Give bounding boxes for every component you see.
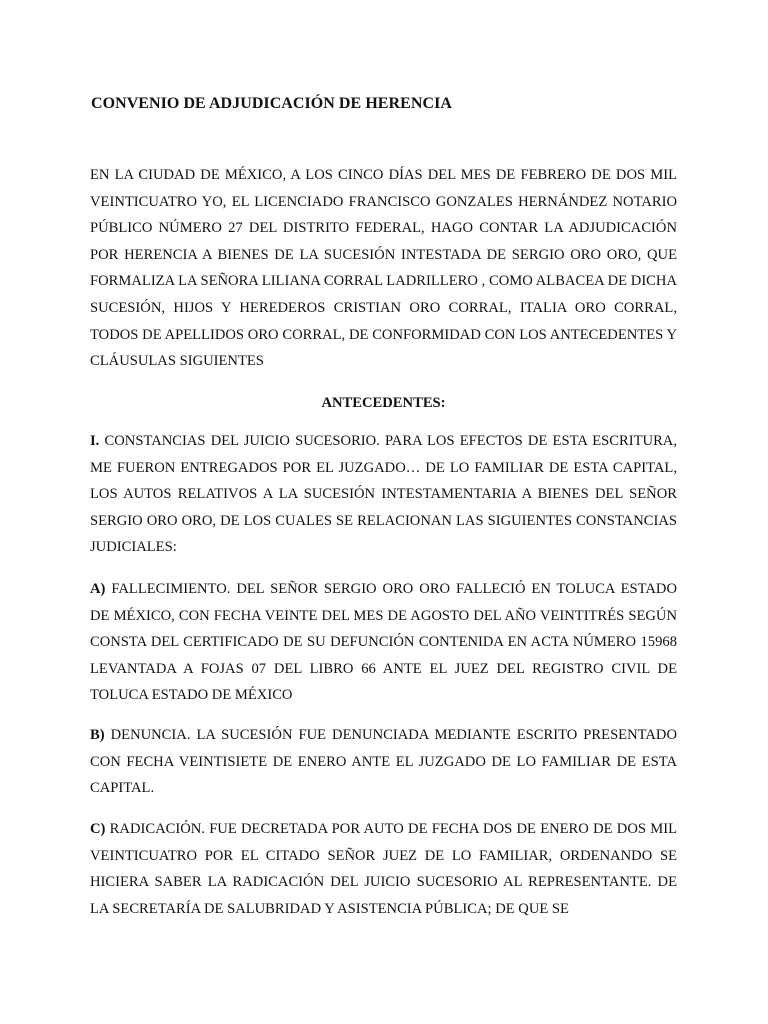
clause-text: CONSTANCIAS DEL JUICIO SUCESORIO. PARA LOS EFECTOS DE ESTA ESCRITURA, ME FUERON ENTREGADOS POR EL JUZGADO… DE LO FAMILIAR DE ESTA CAPITAL, LOS AUTOS RELATIVOS A LA SUCESIÓN INTESTAMENTARIA A BIENES DEL SEÑOR SERGIO ORO ORO, DE LOS CUALES SE RELACIONAN LAS SIGUIENTES CONSTANCIAS JUDICIALES: bbox=[90, 433, 677, 556]
clause-marker: I. bbox=[90, 433, 100, 449]
clause-text: DENUNCIA. LA SUCESIÓN FUE DENUNCIADA MEDIANTE ESCRITO PRESENTADO CON FECHA VEINTISIETE DE ENERO ANTE EL JUZGADO DE LO FAMILIAR DE ESTA CAPITAL. bbox=[90, 727, 677, 797]
clause-paragraph-b bbox=[90, 722, 677, 802]
clause-marker: A) bbox=[90, 581, 106, 597]
clause-paragraph-i bbox=[90, 428, 677, 561]
clause-marker: C) bbox=[90, 821, 106, 837]
clause-marker: B) bbox=[90, 727, 105, 743]
clause-text: FALLECIMIENTO. DEL SEÑOR SERGIO ORO ORO FALLECIÓ EN TOLUCA ESTADO DE MÉXICO, CON FECHA VEINTE DEL MES DE AGOSTO DEL AÑO VEINTITRÉS SEGÚN CONSTA DEL CERTIFICADO DE SU DEFUNCIÓN CONTENIDA EN ACTA NÚMERO 15968 LEVANTADA A FOJAS 07 DEL LIBRO 66 ANTE EL JUEZ DEL REGISTRO CIVIL DE TOLUCA ESTADO DE MÉXICO bbox=[90, 581, 678, 704]
clause-text: RADICACIÓN. FUE DECRETADA POR AUTO DE FECHA DOS DE ENERO DE DOS MIL VEINTICUATRO POR EL CITADO SEÑOR JUEZ DE LO FAMILIAR, ORDENANDO SE HICIERA SABER LA RADICACIÓN DEL JUICIO SUCESORIO AL REPRESENTANTE. DE LA SECRETARÍA DE SALUBRIDAD Y ASISTENCIA PÚBLICA; DE QUE SE bbox=[90, 821, 677, 917]
intro-paragraph: EN LA CIUDAD DE MÉXICO, A LOS CINCO DÍAS DEL MES DE FEBRERO DE DOS MIL VEINTICUATRO YO, EL LICENCIADO FRANCISCO GONZALES HERNÁNDEZ NOTARIO PÚBLICO NÚMERO 27 DEL DISTRITO FEDERAL, HAGO CONTAR LA ADJUDICACIÓN POR HERENCIA A BIENES DE LA SUCESIÓN INTESTADA DE SERGIO ORO ORO, QUE FORMALIZA LA SEÑORA LILIANA CORRAL LADRILLERO , COMO ALBACEA DE DICHA SUCESIÓN, HIJOS Y HEREDEROS CRISTIAN ORO CORRAL, ITALIA ORO CORRAL, TODOS DE APELLIDOS ORO CORRAL, DE CONFORMIDAD CON LOS ANTECEDENTES Y CLÁUSULAS SIGUIENTES bbox=[90, 167, 677, 370]
clause-paragraph-a bbox=[90, 576, 677, 709]
section-heading: ANTECEDENTES: bbox=[321, 395, 446, 411]
document-title: CONVENIO DE ADJUDICACIÓN DE HERENCIA bbox=[91, 95, 452, 112]
clause-paragraph-c bbox=[90, 816, 677, 922]
